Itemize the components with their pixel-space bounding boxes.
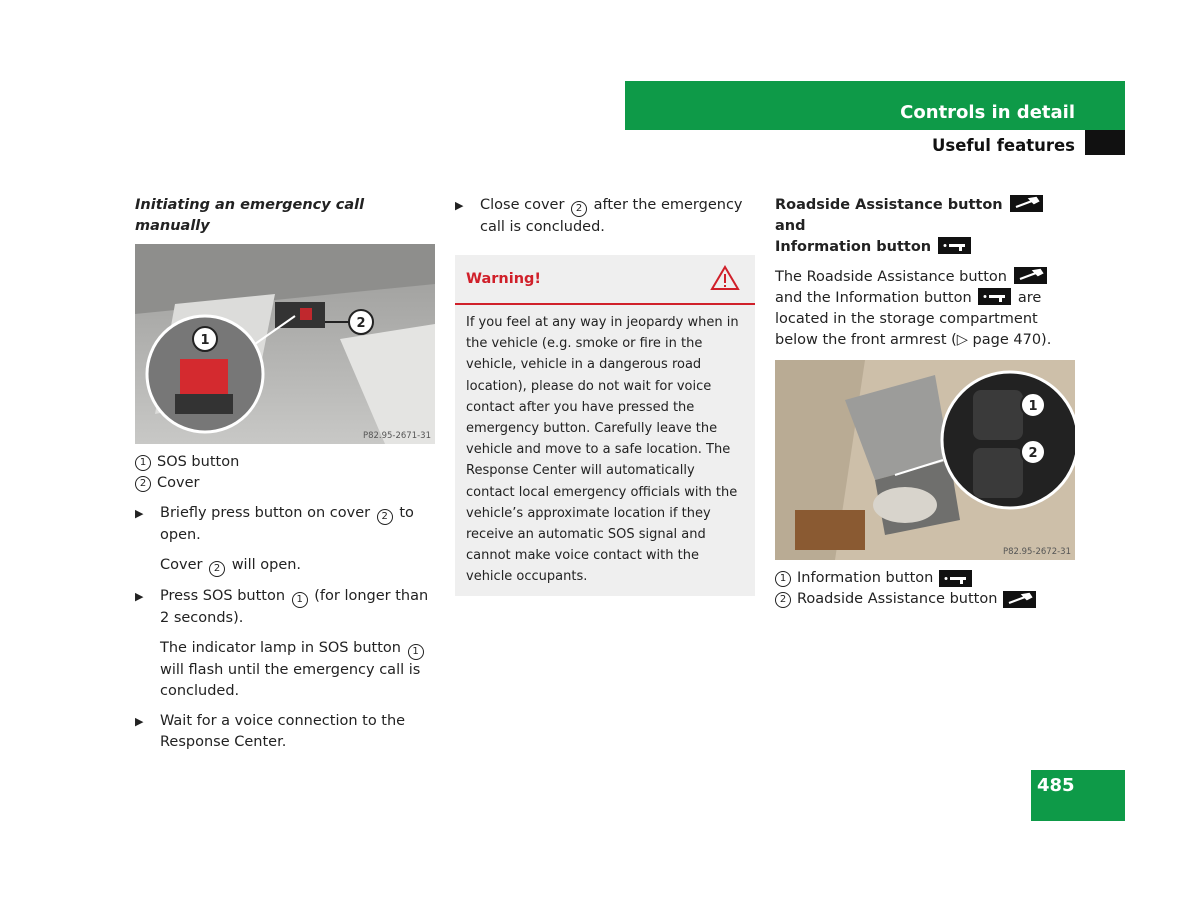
warning-triangle-icon <box>710 265 740 291</box>
svg-text:2: 2 <box>356 316 366 331</box>
warning-header <box>455 255 755 305</box>
step-text: Briefly press button on cover <box>160 505 371 521</box>
svg-text:2: 2 <box>1028 446 1038 461</box>
step-result <box>135 638 435 702</box>
figure-legend <box>135 452 435 494</box>
roadside-heading <box>775 195 1075 258</box>
legend-item <box>775 589 1075 610</box>
section-title: Controls in detail <box>900 102 1075 123</box>
bullet-arrow-icon: ▶ <box>135 507 144 520</box>
column-warning <box>455 195 755 596</box>
bullet-arrow-icon: ▶ <box>455 199 464 212</box>
instruction-step <box>135 586 435 629</box>
sos-button-illustration <box>135 244 435 444</box>
header-band <box>625 81 1125 130</box>
column-emergency-call <box>135 195 435 753</box>
step-result <box>135 555 435 577</box>
legend-label: Information button <box>797 570 934 586</box>
info-icon <box>978 288 1011 305</box>
step-text: Wait for a voice connection to the Response Center. <box>160 713 406 750</box>
callout-number: 2 <box>209 561 225 577</box>
result-text: will open. <box>231 557 302 573</box>
callout-number: 2 <box>775 592 791 608</box>
roadside-paragraph <box>775 267 1075 351</box>
heading-text: Roadside Assistance button <box>775 197 1003 213</box>
callout-number: 1 <box>135 455 151 471</box>
legend-label: SOS button <box>157 454 240 470</box>
paragraph-text: and the Information button <box>775 290 972 306</box>
heading-text: and <box>775 218 806 234</box>
armrest-figure <box>775 360 1075 560</box>
heading-text: Information button <box>775 239 932 255</box>
instruction-step <box>455 195 755 238</box>
legend-label: Cover <box>157 475 200 491</box>
bullet-arrow-icon: ▶ <box>135 715 144 728</box>
instruction-step <box>135 503 435 546</box>
legend-item <box>135 452 435 473</box>
step-text: Close cover <box>480 197 565 213</box>
figure-legend <box>775 568 1075 610</box>
callout-number: 1 <box>292 592 308 608</box>
info-icon <box>939 570 972 587</box>
result-text: Cover <box>160 557 203 573</box>
result-text: will flash until the emergency call is concluded. <box>160 662 421 699</box>
step-text: Press SOS button <box>160 588 286 604</box>
step-text: (for longer than 2 seconds). <box>160 588 429 626</box>
legend-item <box>135 473 435 494</box>
callout-number: 1 <box>408 644 424 660</box>
warning-label: Warning! <box>466 271 542 287</box>
callout-number: 1 <box>775 571 791 587</box>
header-marker <box>1085 130 1125 155</box>
result-text: The indicator lamp in SOS button <box>160 640 401 656</box>
step-text: after the emergency call is concluded. <box>480 197 743 235</box>
svg-text:1: 1 <box>200 333 210 348</box>
callout-number: 2 <box>135 476 151 492</box>
armrest-illustration <box>775 360 1075 560</box>
figure-code: P82.95-2672-31 <box>1002 547 1071 557</box>
callout-number: 2 <box>571 201 587 217</box>
warning-text: If you feel at any way in jeopardy when in the vehicle (e.g. smoke or fire in the vehicle, vehicle in a dangerous road location), please do not wait for voice contact after you have pressed the emergency button. Carefully leave the vehicle and move to a safe location. The Response Center will automatically contact local emergency officials with the vehicle’s approximate location if they receive an automatic SOS signal and cannot make voice contact with the vehicle occupants. <box>466 315 739 585</box>
subsection-title: Useful features <box>931 136 1075 155</box>
info-icon <box>938 237 971 254</box>
wrench-icon <box>1010 195 1043 212</box>
page-number: 485 <box>1037 775 1075 796</box>
step-text: to open. <box>160 505 414 543</box>
paragraph-text: are located in the storage compartment below the front armrest (▷ page 470). <box>775 290 1052 348</box>
warning-box <box>455 255 755 596</box>
bullet-arrow-icon: ▶ <box>135 590 144 603</box>
legend-label: Roadside Assistance button <box>797 591 998 607</box>
wrench-icon <box>1014 267 1047 284</box>
page-number-box <box>1031 770 1125 821</box>
wrench-icon <box>1003 591 1036 608</box>
figure-code: P82.95-2671-31 <box>362 431 431 441</box>
sos-button-figure <box>135 244 435 444</box>
paragraph-text: The Roadside Assistance button <box>775 269 1007 285</box>
callout-number: 2 <box>377 509 393 525</box>
instruction-step <box>135 711 435 753</box>
svg-text:1: 1 <box>1028 399 1038 414</box>
emergency-call-heading: Initiating an emergency call manually <box>135 197 365 234</box>
column-roadside <box>775 195 1075 610</box>
legend-item <box>775 568 1075 589</box>
